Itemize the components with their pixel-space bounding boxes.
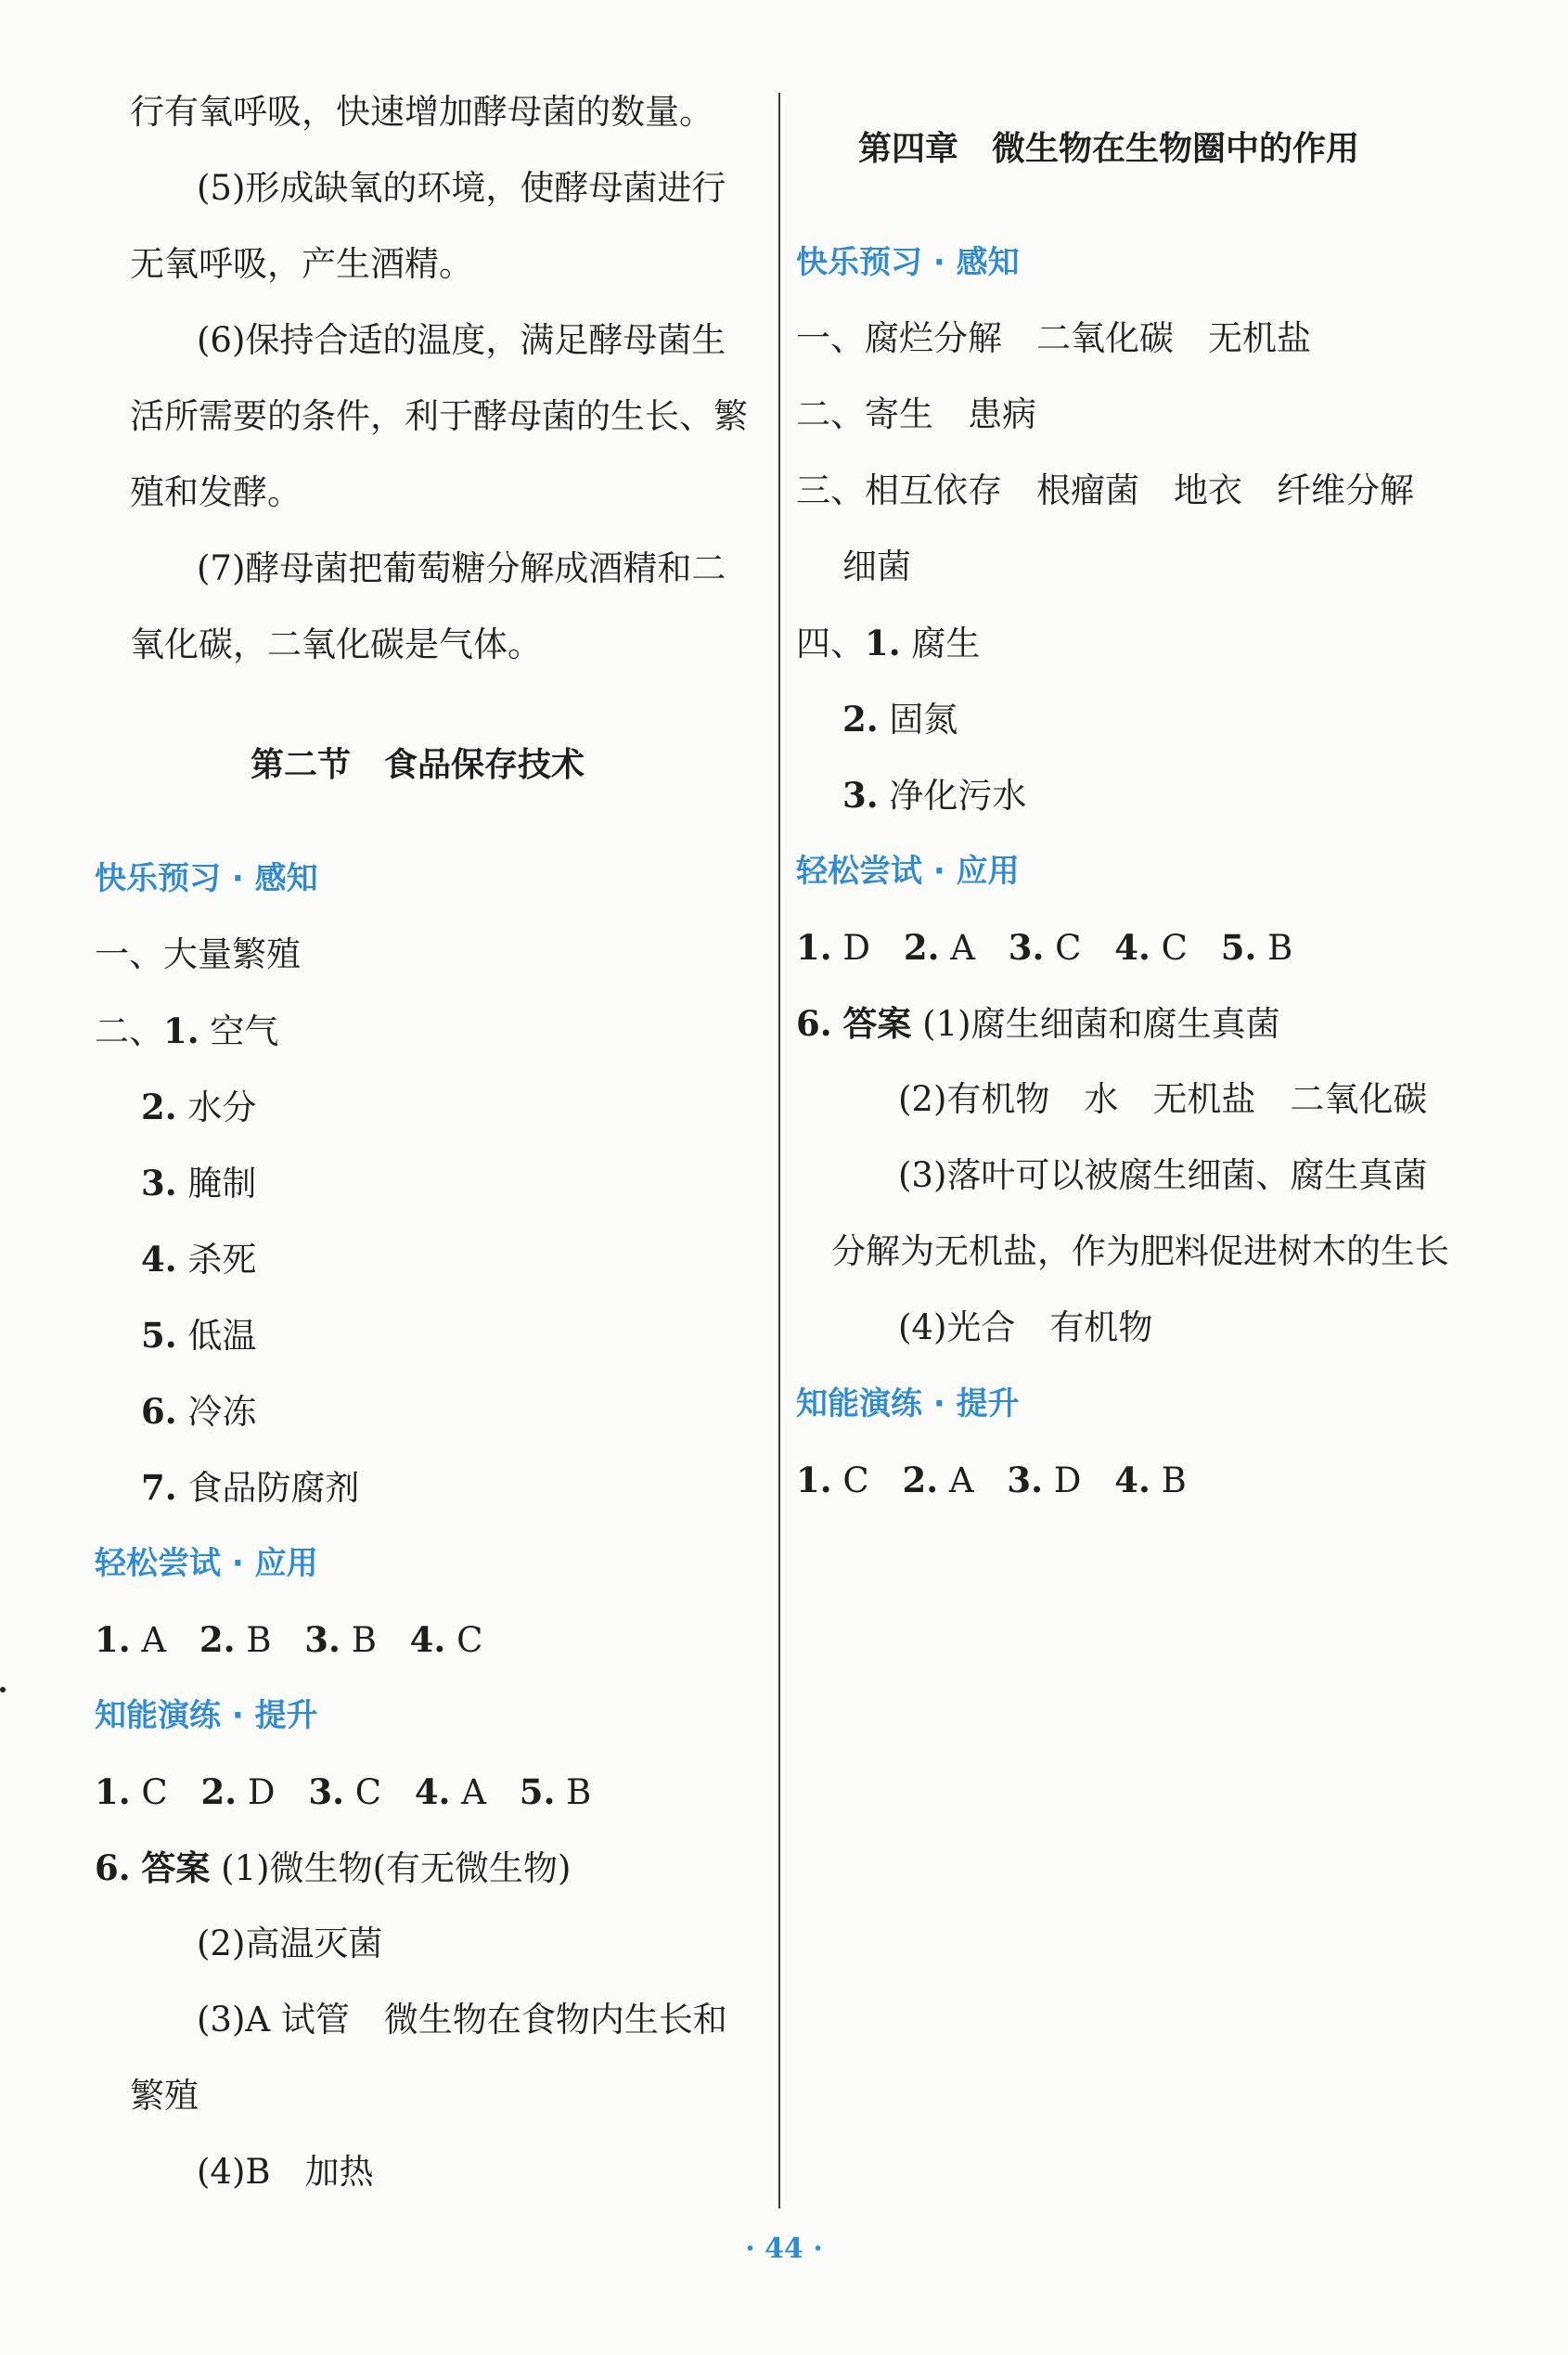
item-number: 6. [141,1391,177,1432]
section-heading-preview: 快乐预习 · 感知 [796,244,1020,281]
answer-line [95,1845,571,1891]
item-number: 2. [902,1460,939,1500]
answer-row [796,924,1292,971]
answer-label: 答案 [842,1004,912,1044]
margin-dot [0,1687,6,1692]
section-heading-preview: 快乐预习 · 感知 [95,860,318,897]
section-heading-drill: 知能演练 · 提升 [95,1697,318,1734]
answer-line: 细菌 [842,547,911,586]
item-number: 6. [95,1847,131,1888]
choice-answer: C [842,1461,869,1500]
choice-answer: B [351,1620,377,1660]
item-text: 冷冻 [187,1392,257,1432]
list-prefix: 二、 [95,1011,163,1051]
item-number: 4. [409,1619,446,1660]
item-number: 3. [308,1771,344,1812]
answer-row [95,1616,482,1663]
paragraph-line: (5)形成缺氧的环境，使酵母菌进行 [197,168,726,208]
answer-line: (3)落叶可以被腐生细菌、腐生真菌 [898,1155,1428,1195]
paragraph-line: 无氧呼吸，产生酒精。 [130,244,473,284]
item-number: 1. [865,623,901,663]
item-text: 腌制 [187,1164,257,1203]
item-number: 1. [163,1010,199,1051]
choice-answer: A [950,928,975,968]
answer-line [141,1160,256,1206]
section-heading-drill: 知能演练 · 提升 [796,1385,1020,1422]
item-text: 腐生 [911,624,981,663]
choice-answer: B [246,1620,272,1660]
answer-line: 二、寄生 患病 [796,394,1036,434]
item-text: 固氮 [889,700,958,740]
answer-row [95,1769,591,1815]
answer-line: 一、大量繁殖 [95,934,301,974]
answer-line: 分解为无机盐，作为肥料促进树木的生长 [831,1231,1449,1271]
item-number: 3. [842,775,879,816]
item-text: 空气 [210,1011,279,1051]
answer-line: 三、相互依存 根瘤菌 地衣 纤维分解 [796,470,1414,510]
paragraph-line: 行有氧呼吸，快速增加酵母菌的数量。 [130,92,713,132]
item-number: 1. [796,1460,832,1500]
section-heading-try: 轻松尝试 · 应用 [95,1545,318,1582]
item-number: 2. [842,699,879,740]
page-number: · 44 · [745,2233,823,2265]
item-number: 5. [519,1771,556,1812]
item-number: 2. [200,1771,238,1812]
answer-line: (2)有机物 水 无机盐 二氧化碳 [898,1079,1428,1119]
item-number: 2. [199,1619,236,1660]
item-number: 4. [141,1239,177,1280]
section-title: 第二节 食品保存技术 [251,746,585,784]
answer-line [95,1008,278,1054]
answer-line: 繁殖 [130,2076,199,2116]
answer-line [141,1388,256,1435]
answer-line: (2)高温灭菌 [197,1924,383,1963]
item-text: 杀死 [187,1240,257,1280]
paragraph-line: 殖和发酵。 [130,472,302,512]
item-number: 1. [95,1619,131,1660]
section-heading-try: 轻松尝试 · 应用 [796,853,1020,890]
item-number: 4. [1114,927,1150,968]
item-text: 净化污水 [889,776,1027,816]
item-number: 7. [141,1467,177,1508]
item-text: 水分 [187,1087,257,1127]
answer-line [141,1084,256,1130]
answer-text: (1)微生物(有无微生物) [221,1848,572,1888]
answer-line: (4)光合 有机物 [898,1307,1153,1347]
choice-answer: D [1053,1461,1082,1500]
answer-line [141,1236,256,1282]
item-number: 4. [1114,1460,1150,1500]
item-number: 4. [414,1771,451,1812]
answer-line [796,1000,1280,1047]
item-number: 2. [141,1087,177,1127]
choice-answer: A [461,1772,486,1812]
chapter-title: 第四章 微生物在生物圈中的作用 [858,130,1360,168]
item-number: 1. [796,927,832,968]
item-number: 3. [1007,1460,1044,1500]
paragraph-line: 活所需要的条件，利于酵母菌的生长、繁 [130,396,748,436]
answer-line [842,696,958,742]
choice-answer: B [1267,928,1293,968]
item-number: 3. [304,1619,341,1660]
choice-answer: C [456,1620,483,1660]
choice-answer: C [141,1772,168,1812]
answer-line [796,620,980,666]
item-text: 食品防腐剂 [187,1468,360,1508]
answer-line: (3)A 试管 微生物在食物内生长和 [197,2000,727,2040]
answer-line: 一、腐烂分解 二氧化碳 无机盐 [796,318,1311,358]
item-number: 3. [1008,927,1045,968]
answer-line [141,1464,359,1511]
item-number: 1. [95,1771,131,1812]
item-number: 6. [796,1003,832,1044]
answer-line [842,772,1026,818]
choice-answer: C [1161,928,1188,968]
choice-answer: A [141,1620,167,1660]
choice-answer: C [354,1772,382,1812]
choice-answer: D [247,1772,276,1812]
paragraph-line: (7)酵母菌把葡萄糖分解成酒精和二 [197,548,726,588]
choice-answer: B [566,1772,592,1812]
paragraph-line: (6)保持合适的温度，满足酵母菌生 [197,320,726,360]
item-text: 低温 [187,1316,257,1356]
list-prefix: 四、 [796,624,865,663]
answer-line [141,1312,256,1358]
answer-label: 答案 [141,1848,211,1888]
answer-text: (1)腐生细菌和腐生真菌 [922,1004,1280,1044]
choice-answer: A [948,1461,974,1500]
choice-answer: B [1161,1461,1187,1500]
answer-line: (4)B 加热 [197,2152,374,2192]
answer-row [796,1457,1187,1503]
item-number: 3. [141,1163,177,1203]
item-number: 5. [141,1315,177,1356]
item-number: 2. [903,927,940,968]
choice-answer: D [842,928,871,968]
choice-answer: C [1055,928,1082,968]
paragraph-line: 氧化碳，二氧化碳是气体。 [130,624,542,664]
item-number: 5. [1220,927,1257,968]
column-divider [778,93,780,2208]
